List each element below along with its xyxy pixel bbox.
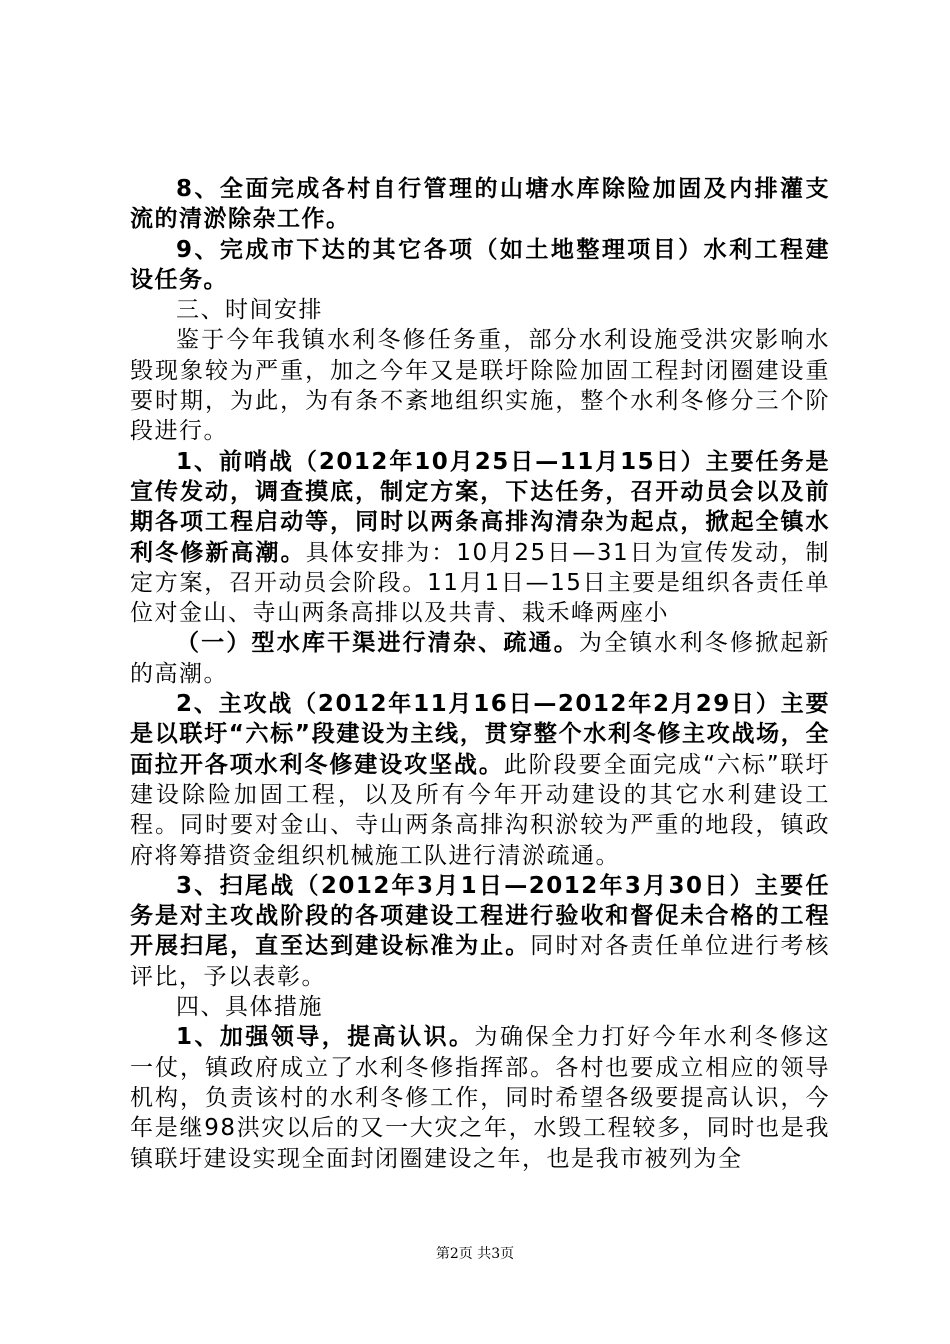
paragraph-phase-2-text: 此阶段要全面完成“六标”联圩建设除险加固工程，以及所有今年开动建设的其它水利建设工程。同时要对金山、寺山两条高排沟积淤较为严重的地段，镇政府将筹措资金组织机械施工队进行清淤疏通。 <box>130 751 830 869</box>
paragraph-phase-1 <box>130 447 830 629</box>
page-footer: 第2页 共3页 <box>435 1246 515 1262</box>
paragraph-8-bold: 8、全面完成各村自行管理的山塘水库除险加固及内排灌支流的清淤除杂工作。 <box>130 176 830 233</box>
paragraph-phase-2-bold: 2、主攻战（2012年11月16日—2012年2月29日）主要是以联圩“六标”段建设为主线，贯穿整个水利冬修主攻战场，全面拉开各项水利冬修建设攻坚战。 <box>130 691 830 778</box>
document-body <box>130 174 830 1174</box>
paragraph-phase-3-bold: 3、扫尾战（2012年3月1日—2012年3月30日）主要任务是对主攻战阶段的各项建设工程进行验收和督促未合格的工程开展扫尾，直至达到建设标准为止。 <box>130 872 830 960</box>
paragraph-schedule-intro <box>130 325 830 446</box>
paragraph-phase-1-cont <box>130 628 830 689</box>
paragraph-phase-2 <box>130 689 830 871</box>
paragraph-measure-1-bold: 1、加强领导，提高认识。 <box>176 1024 475 1051</box>
paragraph-8 <box>130 174 830 235</box>
section-heading-schedule <box>130 295 830 325</box>
paragraph-phase-1-text: 具体安排为：10月25日—31日为宣传发动，制定方案，召开动员会阶段。11月1日—15日主要是组织各责任单位对金山、寺山两条高排以及共青、栽禾峰两座小 <box>130 539 831 627</box>
paragraph-9-bold: 9、完成市下达的其它各项（如土地整理项目）水利工程建设任务。 <box>130 236 830 293</box>
section-heading-measures-text: 四、具体措施 <box>176 994 323 1021</box>
paragraph-phase-1-cont-bold: （一）型水库干渠进行清杂、疏通。 <box>176 630 579 657</box>
paragraph-phase-3 <box>130 871 830 992</box>
paragraph-phase-1-cont-text: 为全镇水利冬修掀起新的高潮。 <box>130 630 831 687</box>
section-heading-schedule-text: 三、时间安排 <box>176 297 323 324</box>
paragraph-measure-1 <box>130 1022 830 1173</box>
section-heading-measures <box>130 992 830 1022</box>
paragraph-phase-3-text: 同时对各责任单位进行考核评比，予以表彰。 <box>130 933 831 990</box>
paragraph-measure-1-text: 为确保全力打好今年水利冬修这一仗，镇政府成立了水利冬修指挥部。各村也要成立相应的领导机构，负责该村的水利冬修工作，同时希望各级要提高认识，今年是继98洪灾以后的又一大灾之年，水毁工程较多，同时也是我镇联圩建设实现全面封闭圈建设之年，也是我市被列为全 <box>130 1024 831 1172</box>
paragraph-phase-1-bold: 1、前哨战（2012年10月25日—11月15日）主要任务是宣传发动，调查摸底，制定方案，下达任务，召开动员会以及前期各项工程启动等，同时以两条高排沟清杂为起点，掀起全镇水利冬修新高潮。 <box>130 448 830 566</box>
paragraph-9 <box>130 235 830 296</box>
paragraph-schedule-intro-text: 鉴于今年我镇水利冬修任务重，部分水利设施受洪灾影响水毁现象较为严重，加之今年又是联圩除险加固工程封闭圈建设重要时期，为此，为有条不紊地组织实施，整个水利冬修分三个阶段进行。 <box>130 327 830 445</box>
